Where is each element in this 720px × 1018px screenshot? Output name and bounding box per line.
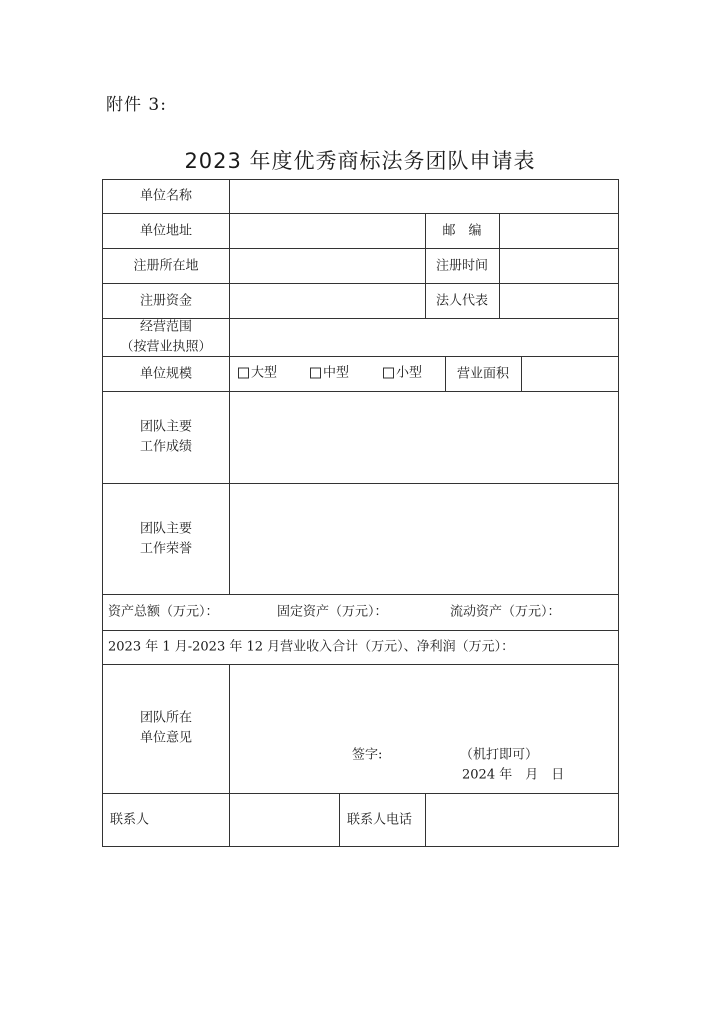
registered-location-field[interactable] <box>231 250 424 282</box>
registration-time-field[interactable] <box>501 250 617 282</box>
legal-representative-field[interactable] <box>501 285 617 317</box>
postcode-field[interactable] <box>501 215 617 247</box>
row-divider <box>102 630 619 631</box>
row-divider <box>102 283 619 284</box>
label-registration-time: 注册时间 <box>435 258 489 274</box>
col-divider <box>425 793 426 847</box>
col-divider <box>521 356 522 391</box>
label-current-assets: 流动资产（万元）： <box>450 604 561 620</box>
row-divider <box>102 483 619 484</box>
scale-large-label: 大型 <box>251 365 278 381</box>
scale-option-small[interactable] <box>383 367 422 382</box>
label-unit-name: 单位名称 <box>139 188 193 204</box>
col-divider <box>339 793 340 847</box>
honors-line2: 工作荣誉 <box>139 541 193 556</box>
contact-field[interactable] <box>231 795 338 846</box>
row-divider <box>102 594 619 595</box>
label-contact-phone: 联系人电话 <box>347 812 413 828</box>
opinion-line1: 团队所在 <box>139 710 193 726</box>
honors-line1: 团队主要 <box>139 521 193 537</box>
print-seal-note: （机打即可） <box>460 747 539 763</box>
col-divider <box>425 213 426 318</box>
business-scope-line1: 经营范围 <box>139 319 193 335</box>
row-divider <box>102 248 619 249</box>
row-divider <box>102 391 619 392</box>
label-legal-representative: 法人代表 <box>435 293 489 309</box>
label-unit-opinion <box>140 709 192 748</box>
row-divider <box>102 213 619 214</box>
opinion-line2: 单位意见 <box>139 730 193 745</box>
label-business-scope <box>120 318 211 357</box>
business-area-field[interactable] <box>523 358 617 390</box>
business-scope-line2: （按营业执照） <box>120 339 212 354</box>
scale-option-large[interactable] <box>238 367 277 382</box>
date-line: 2024 年 月 日 <box>462 767 565 783</box>
label-business-area: 营业面积 <box>456 366 510 382</box>
label-total-assets: 资产总额（万元）： <box>108 604 219 620</box>
signature-label: 签字: <box>352 747 383 763</box>
achievements-line2: 工作成绩 <box>139 439 193 454</box>
label-revenue-profit: 2023 年 1 月-2023 年 12 月营业收入合计（万元）、净利润（万元）： <box>108 639 515 655</box>
unit-address-field[interactable] <box>231 215 424 247</box>
contact-phone-field[interactable] <box>427 795 617 846</box>
scale-medium-label: 中型 <box>323 365 350 381</box>
label-postcode: 邮 编 <box>442 223 482 239</box>
label-unit-scale: 单位规模 <box>139 366 193 382</box>
row-divider <box>102 664 619 665</box>
col-divider <box>499 213 500 318</box>
registered-capital-field[interactable] <box>231 285 424 317</box>
team-honors-field[interactable] <box>231 485 617 593</box>
checkbox-icon[interactable] <box>238 368 249 379</box>
checkbox-icon[interactable] <box>310 368 321 379</box>
attachment-label: 附件 3: <box>106 95 167 115</box>
checkbox-icon[interactable] <box>383 368 394 379</box>
label-contact: 联系人 <box>110 812 150 828</box>
label-fixed-assets: 固定资产（万元）： <box>277 604 388 620</box>
row-divider <box>102 793 619 794</box>
col-divider <box>229 391 230 594</box>
unit-name-field[interactable] <box>231 181 617 212</box>
col-divider <box>229 664 230 847</box>
scale-option-medium[interactable] <box>310 367 349 382</box>
label-registered-capital: 注册资金 <box>139 293 193 309</box>
col-divider <box>229 179 230 391</box>
label-unit-address: 单位地址 <box>139 223 193 239</box>
label-team-honors <box>140 520 192 559</box>
scale-small-label: 小型 <box>396 365 423 381</box>
achievements-line1: 团队主要 <box>139 419 193 435</box>
form-title: 2023 年度优秀商标法务团队申请表 <box>184 149 536 173</box>
label-registered-location: 注册所在地 <box>133 258 199 274</box>
col-divider <box>445 356 446 391</box>
label-team-achievements <box>140 418 192 457</box>
business-scope-field[interactable] <box>231 320 617 355</box>
team-achievements-field[interactable] <box>231 393 617 482</box>
